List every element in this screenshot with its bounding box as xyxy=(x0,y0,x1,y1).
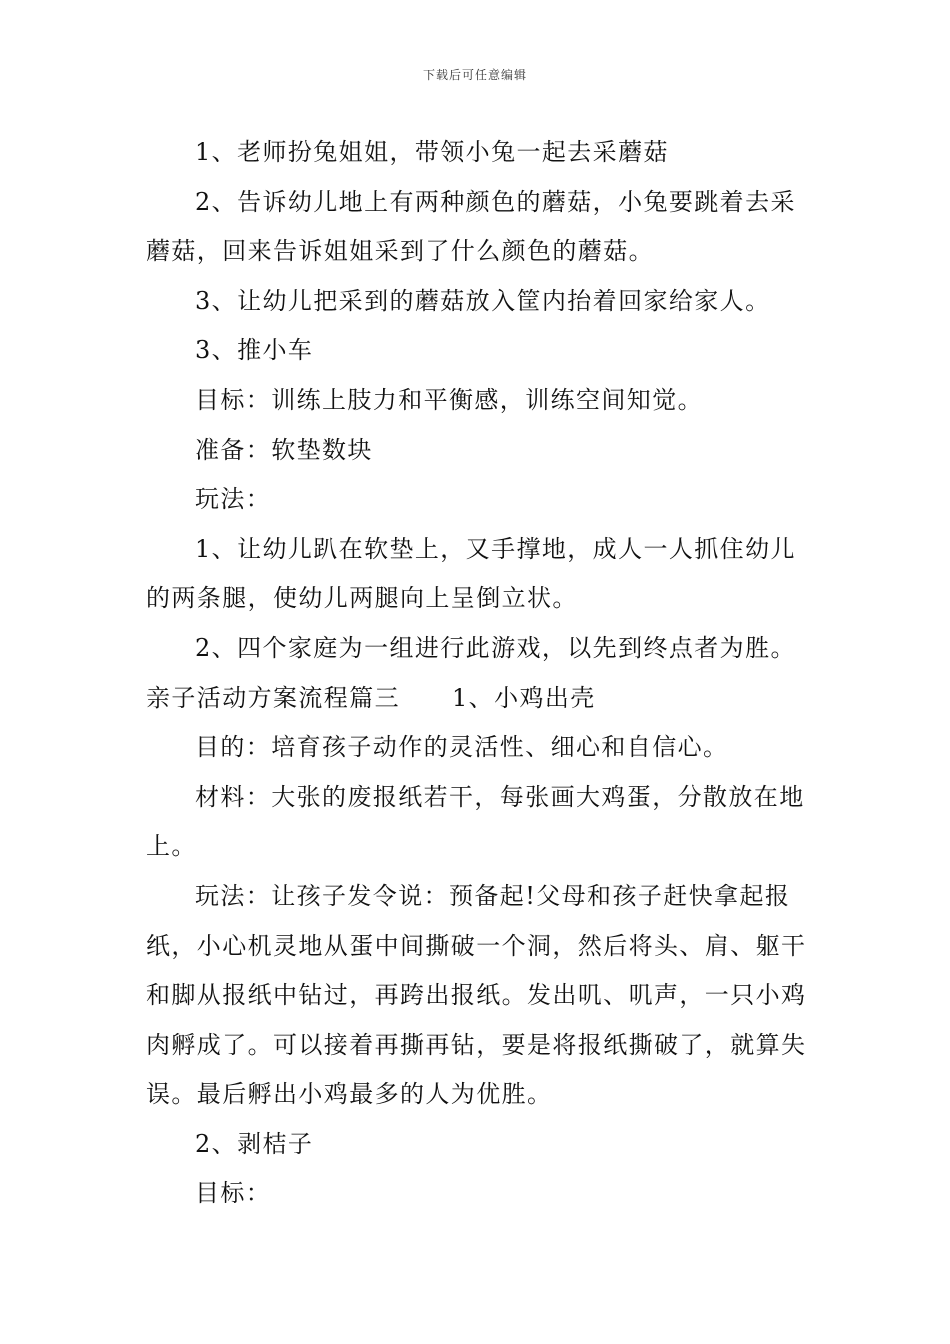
section-first-item: 1、小鸡出壳 xyxy=(452,683,596,712)
paragraph: 目的：培育孩子动作的灵活性、细心和自信心。 xyxy=(195,733,729,762)
document-body xyxy=(146,128,810,1219)
page-header: 下载后可任意编辑 xyxy=(422,68,527,82)
paragraph: 2、告诉幼儿地上有两种颜色的蘑菇，小兔要跳着去采蘑菇，回来告诉姐姐采到了什么颜色的蘑菇。 xyxy=(146,187,796,266)
paragraph: 1、让幼儿趴在软垫上，又手撑地，成人一人抓住幼儿的两条腿，使幼儿两腿向上呈倒立状。 xyxy=(146,534,796,613)
paragraph: 3、让幼儿把采到的蘑菇放入筐内抬着回家给家人。 xyxy=(195,286,771,315)
paragraph: 目标： xyxy=(195,1179,272,1208)
paragraph: 材料：大张的废报纸若干，每张画大鸡蛋，分散放在地上。 xyxy=(146,782,805,861)
paragraph: 1、老师扮兔姐姐，带领小兔一起去采蘑菇 xyxy=(195,138,669,166)
paragraph: 3、推小车 xyxy=(195,336,314,365)
paragraph: 目标：训练上肢力和平衡感，训练空间知觉。 xyxy=(195,385,703,414)
paragraph: 玩法： xyxy=(195,485,272,514)
section-heading: 亲子活动方案流程篇三 xyxy=(146,683,400,712)
paragraph: 准备：软垫数块 xyxy=(195,435,373,464)
paragraph: 2、剥桔子 xyxy=(195,1129,314,1158)
paragraph: 2、四个家庭为一组进行此游戏，以先到终点者为胜。 xyxy=(195,633,796,662)
paragraph: 玩法：让孩子发令说：预备起!父母和孩子赶快拿起报纸，小心机灵地从蛋中间撕破一个洞，然后将头、肩、躯干和脚从报纸中钻过，再跨出报纸。发出叽、叽声，一只小鸡肉孵成了。可以接着再撕再钻，要是将报纸撕破了，就算失误。最后孵出小鸡最多的人为优胜。 xyxy=(146,881,807,1109)
section-heading-line xyxy=(146,674,810,724)
